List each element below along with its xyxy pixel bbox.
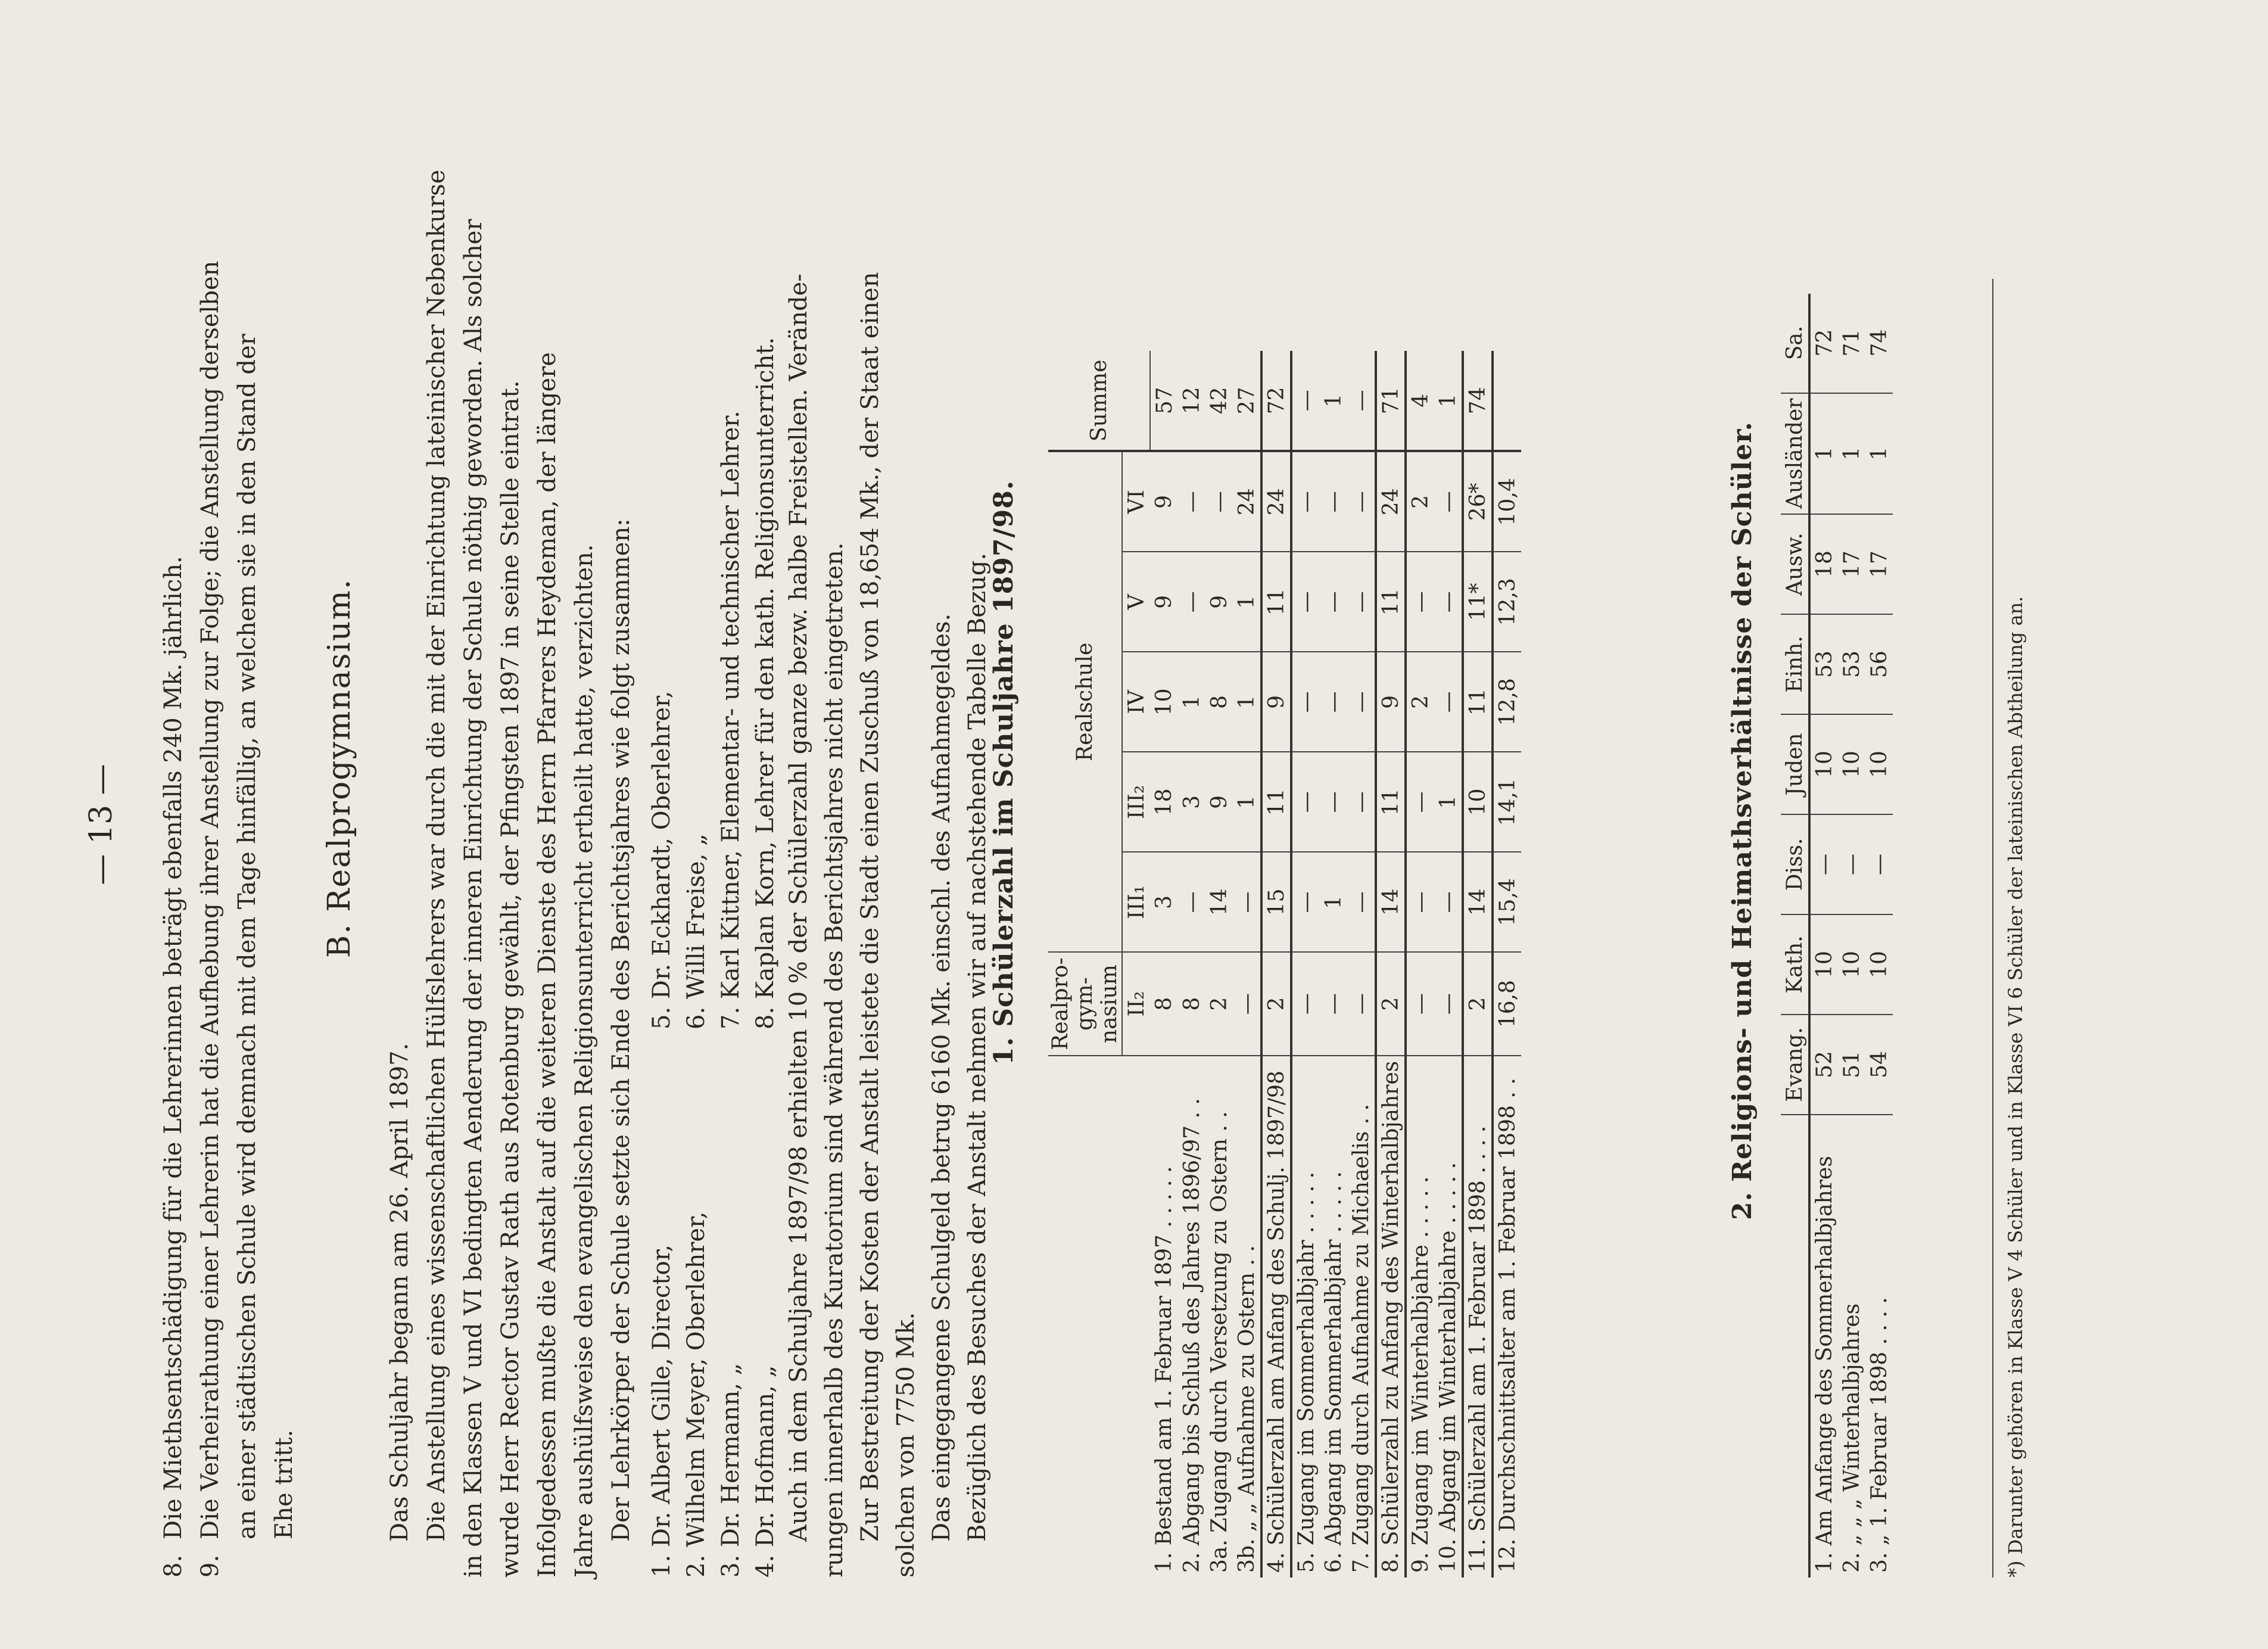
table-cell: 24 xyxy=(1261,451,1291,552)
item-text: Die Miethsentschädigung für die Lehrerinnen beträgt ebenfalls 240 Mk. jährlich. xyxy=(160,556,187,1539)
table-cell: 11* xyxy=(1463,552,1493,652)
table-cell: 10 xyxy=(1865,714,1893,814)
row-label: 3a. Zugang durch Versetzung zu Ostern . . xyxy=(1207,1111,1232,1573)
table-cell: 2 xyxy=(1463,952,1493,1055)
table-cell: — xyxy=(1291,752,1320,852)
table-cell: 53 xyxy=(1838,614,1865,714)
item-number: 9. xyxy=(197,1554,224,1578)
row-label: 2. „ „ „ Winterhalbjahres xyxy=(1839,1303,1864,1573)
table-cell: — xyxy=(1434,451,1463,552)
table-cell: 14 xyxy=(1205,852,1233,952)
table-row xyxy=(1320,351,1347,1578)
item-text: an einer städtischen Schule wird demnach mit dem Tage hinfällig, an welchem sie in den Stand der xyxy=(233,334,261,1539)
staff-right-entry: 6. Willi Freise, „ xyxy=(683,833,710,1029)
staff-left-entry: 4. Dr. Hofmann, „ xyxy=(752,1365,779,1578)
class-column-header: III₁ xyxy=(1122,852,1150,952)
table-row xyxy=(1434,351,1463,1578)
table-cell: 10 xyxy=(1838,914,1865,1015)
row-label: 5. Zugang im Sommerhalbjahr . . . . . xyxy=(1291,1056,1320,1578)
realprogymnasium-header: Realpro-gym-nasium xyxy=(1048,952,1122,1055)
table-cell: 2 xyxy=(1406,451,1434,552)
item-text: Die Verheirathung einer Lehrerin hat die Aufhebung ihrer Anstellung zur Folge; die Anstellung derselben xyxy=(197,260,224,1539)
table-cell: — xyxy=(1809,814,1838,914)
table-cell: — xyxy=(1205,451,1233,552)
table-cell: 10 xyxy=(1150,652,1178,752)
paragraph-line: Auch in dem Schuljahre 1897/98 erhielten 10 % der Schülerzahl ganze bezw. halbe Freistellen. Verände- xyxy=(785,273,812,1542)
row-label: 7. Zugang durch Aufnahme zu Michaelis . . xyxy=(1348,1104,1373,1573)
sum-cell: — xyxy=(1291,351,1320,451)
table-cell: — xyxy=(1347,451,1376,552)
table-row xyxy=(1233,351,1261,1578)
class-column-header: IV xyxy=(1122,652,1150,752)
table-cell: 1 xyxy=(1865,393,1893,514)
table-cell: 26* xyxy=(1463,451,1493,552)
table-cell: 2 xyxy=(1406,652,1434,752)
table-cell: — xyxy=(1233,852,1261,952)
table-cell: 9 xyxy=(1150,451,1178,552)
row-label: 6. Abgang im Sommerhalbjahr . . . . . xyxy=(1321,1171,1346,1573)
sum-cell: 12 xyxy=(1178,351,1205,451)
table-cell: 16,8 xyxy=(1493,952,1521,1055)
table-row xyxy=(1493,351,1521,1578)
footnote: *) Darunter gehören in Klasse V 4 Schüler und in Klasse VI 6 Schüler der lateinischen Abtheilung an. xyxy=(2004,596,2027,1578)
table-cell: 12,8 xyxy=(1493,652,1521,752)
staff-left-entry: 2. Wilhelm Meyer, Oberlehrer, xyxy=(683,1211,710,1578)
table-cell: 11 xyxy=(1376,752,1406,852)
paragraph-line: Zur Bestreitung der Kosten der Anstalt leistete die Stadt einen Zuschuß von 18,654 Mk., der Staat einen xyxy=(856,272,884,1542)
table-cell: — xyxy=(1347,752,1376,852)
table-cell: 10 xyxy=(1809,914,1838,1015)
table-cell: — xyxy=(1178,552,1205,652)
table-cell: 56 xyxy=(1865,614,1893,714)
table-cell: — xyxy=(1347,652,1376,752)
staff-right-entry: 7. Karl Kittner, Elementar- und technischer Lehrer. xyxy=(717,410,744,1029)
table-cell: 14,1 xyxy=(1493,752,1521,852)
table-cell: — xyxy=(1178,852,1205,952)
row-label: 10. Abgang im Winterhalbjahre . . . . . xyxy=(1435,1162,1460,1573)
footnote-rule xyxy=(1992,279,1993,1578)
sum-cell: 27 xyxy=(1233,351,1261,451)
column-header: Juden xyxy=(1781,714,1809,814)
table-cell: 11 xyxy=(1376,552,1406,652)
table-cell: 1 xyxy=(1838,393,1865,514)
section-b-title: B. Realprogymnasium. xyxy=(322,578,357,958)
table-cell: — xyxy=(1434,952,1463,1055)
table-cell: 71 xyxy=(1838,294,1865,393)
class-column-header: II₂ xyxy=(1122,952,1150,1055)
table-cell: 51 xyxy=(1838,1015,1865,1115)
row-label: 11. Schülerzahl am 1. Februar 1898 . . . . xyxy=(1463,1056,1493,1578)
table-cell: 1 xyxy=(1809,393,1838,514)
table-row xyxy=(1347,351,1376,1578)
sum-cell: 72 xyxy=(1261,351,1291,451)
paragraph-line: Die Anstellung eines wissenschaftlichen Hülfslehrers war durch die mit der Einrichtung lateinischer Nebenkurse xyxy=(423,169,450,1542)
paragraph-line: Das eingegangene Schulgeld betrug 6160 Mk. einschl. des Aufnahmegeldes. xyxy=(928,613,955,1542)
column-header: Evang. xyxy=(1781,1015,1809,1115)
table-cell: 24 xyxy=(1233,451,1261,552)
table1-title: 1. Schülerzahl im Schuljahre 1897/98. xyxy=(989,480,1019,1065)
row-label: 1. Bestand am 1. Februar 1897 . . . . . xyxy=(1152,1166,1176,1573)
table-cell: — xyxy=(1291,852,1320,952)
table-cell: 9 xyxy=(1150,552,1178,652)
row-label: 3. „ 1. Februar 1898 . . . . xyxy=(1867,1297,1892,1573)
table-cell: — xyxy=(1865,814,1893,914)
table-row xyxy=(1406,351,1434,1578)
table-cell: 53 xyxy=(1809,614,1838,714)
table-cell: — xyxy=(1291,552,1320,652)
table-cell: — xyxy=(1406,952,1434,1055)
table-cell: 10 xyxy=(1865,914,1893,1015)
sum-cell: 71 xyxy=(1376,351,1406,451)
paragraph-line: Bezüglich des Besuches der Anstalt nehmen wir auf nachstehende Tabelle Bezug. xyxy=(964,552,991,1542)
staff-left-entry: 1. Dr. Albert Gille, Director, xyxy=(648,1244,675,1578)
table-cell: — xyxy=(1434,552,1463,652)
page-number: — 13 — xyxy=(83,764,119,885)
table-cell: — xyxy=(1347,552,1376,652)
table-cell: 3 xyxy=(1178,752,1205,852)
paragraph-line: in den Klassen V und VI bedingten Aenderung der inneren Einrichtung der Schule nöthig geworden. Als solcher xyxy=(460,219,487,1578)
table-cell: 1 xyxy=(1233,552,1261,652)
table-cell: — xyxy=(1320,952,1347,1055)
paragraph-line: wurde Herr Rector Gustav Rath aus Rotenburg gewählt, der Pfingsten 1897 in seine Stelle eintrat. xyxy=(497,380,524,1578)
table-cell: 15,4 xyxy=(1493,852,1521,952)
table-cell: 10 xyxy=(1809,714,1838,814)
table-cell: 10 xyxy=(1838,714,1865,814)
table-cell: — xyxy=(1291,451,1320,552)
item-line xyxy=(266,1430,303,1578)
table-cell: — xyxy=(1320,752,1347,852)
table-cell: 1 xyxy=(1178,652,1205,752)
column-header: Diss. xyxy=(1781,814,1809,914)
table-cell: 11 xyxy=(1463,652,1493,752)
class-column-header: V xyxy=(1122,552,1150,652)
paragraph-line: solchen von 7750 Mk. xyxy=(892,1312,920,1578)
table-cell: 52 xyxy=(1809,1015,1838,1115)
sum-cell xyxy=(1493,351,1521,451)
sum-cell: 1 xyxy=(1320,351,1347,451)
table-cell: 8 xyxy=(1178,952,1205,1055)
summe-header: Summe xyxy=(1048,351,1150,451)
table-cell: — xyxy=(1291,652,1320,752)
item-line xyxy=(192,261,229,1578)
table-cell: — xyxy=(1434,852,1463,952)
item-text: Ehe tritt. xyxy=(270,1429,298,1539)
table-cell: 12,3 xyxy=(1493,552,1521,652)
table-cell: — xyxy=(1347,852,1376,952)
realschule-header: Realschule xyxy=(1048,451,1122,952)
table-cell: — xyxy=(1233,952,1261,1055)
table-row xyxy=(1205,351,1233,1578)
table-cell: 9 xyxy=(1205,752,1233,852)
paragraph-line: Infolgedessen mußte die Anstalt auf die weiteren Dienste des Herrn Pfarrers Heydeman, der längere xyxy=(534,352,561,1578)
column-header: Ausländer xyxy=(1781,393,1809,514)
sum-cell: 74 xyxy=(1463,351,1493,451)
table-cell: 18 xyxy=(1809,514,1838,614)
table-cell: 3 xyxy=(1150,852,1178,952)
table-row xyxy=(1376,351,1406,1578)
table-cell: 54 xyxy=(1865,1015,1893,1115)
table-cell: 1 xyxy=(1434,752,1463,852)
table-cell: 17 xyxy=(1865,514,1893,614)
table-row xyxy=(1178,351,1205,1578)
table-cell: 15 xyxy=(1261,852,1291,952)
column-header: Sa. xyxy=(1781,294,1809,393)
table-row xyxy=(1291,351,1320,1578)
item-line xyxy=(229,334,266,1578)
sum-cell: — xyxy=(1347,351,1376,451)
table-cell: 1 xyxy=(1233,752,1261,852)
table-cell: 11 xyxy=(1261,552,1291,652)
table-cell: — xyxy=(1320,451,1347,552)
table-cell: 72 xyxy=(1809,294,1838,393)
table-row xyxy=(1838,294,1865,1578)
item-number: 8. xyxy=(160,1554,187,1578)
table-cell: 11 xyxy=(1261,752,1291,852)
table-cell: 2 xyxy=(1376,952,1406,1055)
staff-left-entry: 3. Dr. Hermann, „ xyxy=(717,1362,744,1578)
table-row xyxy=(1150,351,1178,1578)
table-cell: 24 xyxy=(1376,451,1406,552)
staff-right-entry: 8. Kaplan Korn, Lehrer für den kath. Religionsunterricht. xyxy=(752,337,779,1029)
table2-title: 2. Religions- und Heimathsverhältnisse der Schüler. xyxy=(1727,421,1758,1220)
table-cell: 2 xyxy=(1261,952,1291,1055)
table-cell: 18 xyxy=(1150,752,1178,852)
paragraph-line: rungen innerhalb des Kuratorium sind während des Berichtsjahres nicht eingetreten. xyxy=(821,542,848,1578)
table-cell: — xyxy=(1406,552,1434,652)
table-cell: 8 xyxy=(1205,652,1233,752)
table-cell: 14 xyxy=(1376,852,1406,952)
table-cell: 1 xyxy=(1233,652,1261,752)
table-cell: — xyxy=(1838,814,1865,914)
sum-cell: 42 xyxy=(1205,351,1233,451)
sum-cell: 57 xyxy=(1150,351,1178,451)
table-cell: — xyxy=(1434,652,1463,752)
row-label: 12. Durchschnittsalter am 1. Februar 1898 . . xyxy=(1493,1056,1521,1578)
table-cell: 10 xyxy=(1463,752,1493,852)
religion-table xyxy=(1781,294,1893,1578)
table-row xyxy=(1261,351,1291,1578)
table-cell: — xyxy=(1178,451,1205,552)
table-cell: 17 xyxy=(1838,514,1865,614)
table-cell: 2 xyxy=(1205,952,1233,1055)
table-cell: 9 xyxy=(1205,552,1233,652)
row-label: 2. Abgang bis Schluß des Jahres 1896/97 . . xyxy=(1179,1098,1204,1573)
table1-header-blank xyxy=(1048,1056,1150,1578)
table-cell: 74 xyxy=(1865,294,1893,393)
table-cell: — xyxy=(1320,652,1347,752)
column-header: Einh. xyxy=(1781,614,1809,714)
row-label: 4. Schülerzahl am Anfang des Schulj. 1897/98 xyxy=(1261,1056,1291,1578)
table-cell: — xyxy=(1291,952,1320,1055)
paragraph-line: Jahre aushülfsweise den evangelischen Religionsunterricht ertheilt hatte, verzichten. xyxy=(571,544,598,1578)
row-label: 8. Schülerzahl zu Anfang des Winterhalbjahres xyxy=(1376,1056,1406,1578)
table-row xyxy=(1865,294,1893,1578)
table-cell: — xyxy=(1406,852,1434,952)
row-label: 3b. „ „ Aufnahme zu Ostern . . xyxy=(1234,1245,1259,1573)
enrollment-table xyxy=(1048,351,1521,1578)
table2-header-blank xyxy=(1781,1115,1809,1578)
sum-cell: 1 xyxy=(1434,351,1463,451)
table-cell: 9 xyxy=(1261,652,1291,752)
table-cell: 10,4 xyxy=(1493,451,1521,552)
column-header: Ausw. xyxy=(1781,514,1809,614)
class-column-header: VI xyxy=(1122,451,1150,552)
table-cell: — xyxy=(1320,552,1347,652)
table-cell: 1 xyxy=(1320,852,1347,952)
table-cell: 14 xyxy=(1463,852,1493,952)
sum-cell: 4 xyxy=(1406,351,1434,451)
table-row xyxy=(1809,294,1838,1578)
item-line xyxy=(155,556,192,1578)
table-cell: 8 xyxy=(1150,952,1178,1055)
table-cell: — xyxy=(1347,952,1376,1055)
row-label: 9. Zugang im Winterhalbjahre . . . . . xyxy=(1406,1056,1434,1578)
table-row xyxy=(1463,351,1493,1578)
table-cell: 9 xyxy=(1376,652,1406,752)
table-cell: — xyxy=(1406,752,1434,852)
paragraph-line: Das Schuljahr begann am 26. April 1897. xyxy=(386,1043,413,1542)
paragraph-line: Der Lehrkörper der Schule setzte sich Ende des Berichtsjahres wie folgt zusammen: xyxy=(608,518,635,1542)
row-label: 1. Am Anfange des Sommerhalbjahres xyxy=(1809,1115,1838,1578)
staff-right-entry: 5. Dr. Eckhardt, Oberlehrer, xyxy=(648,690,675,1029)
column-header: Kath. xyxy=(1781,914,1809,1015)
class-column-header: III₂ xyxy=(1122,752,1150,852)
